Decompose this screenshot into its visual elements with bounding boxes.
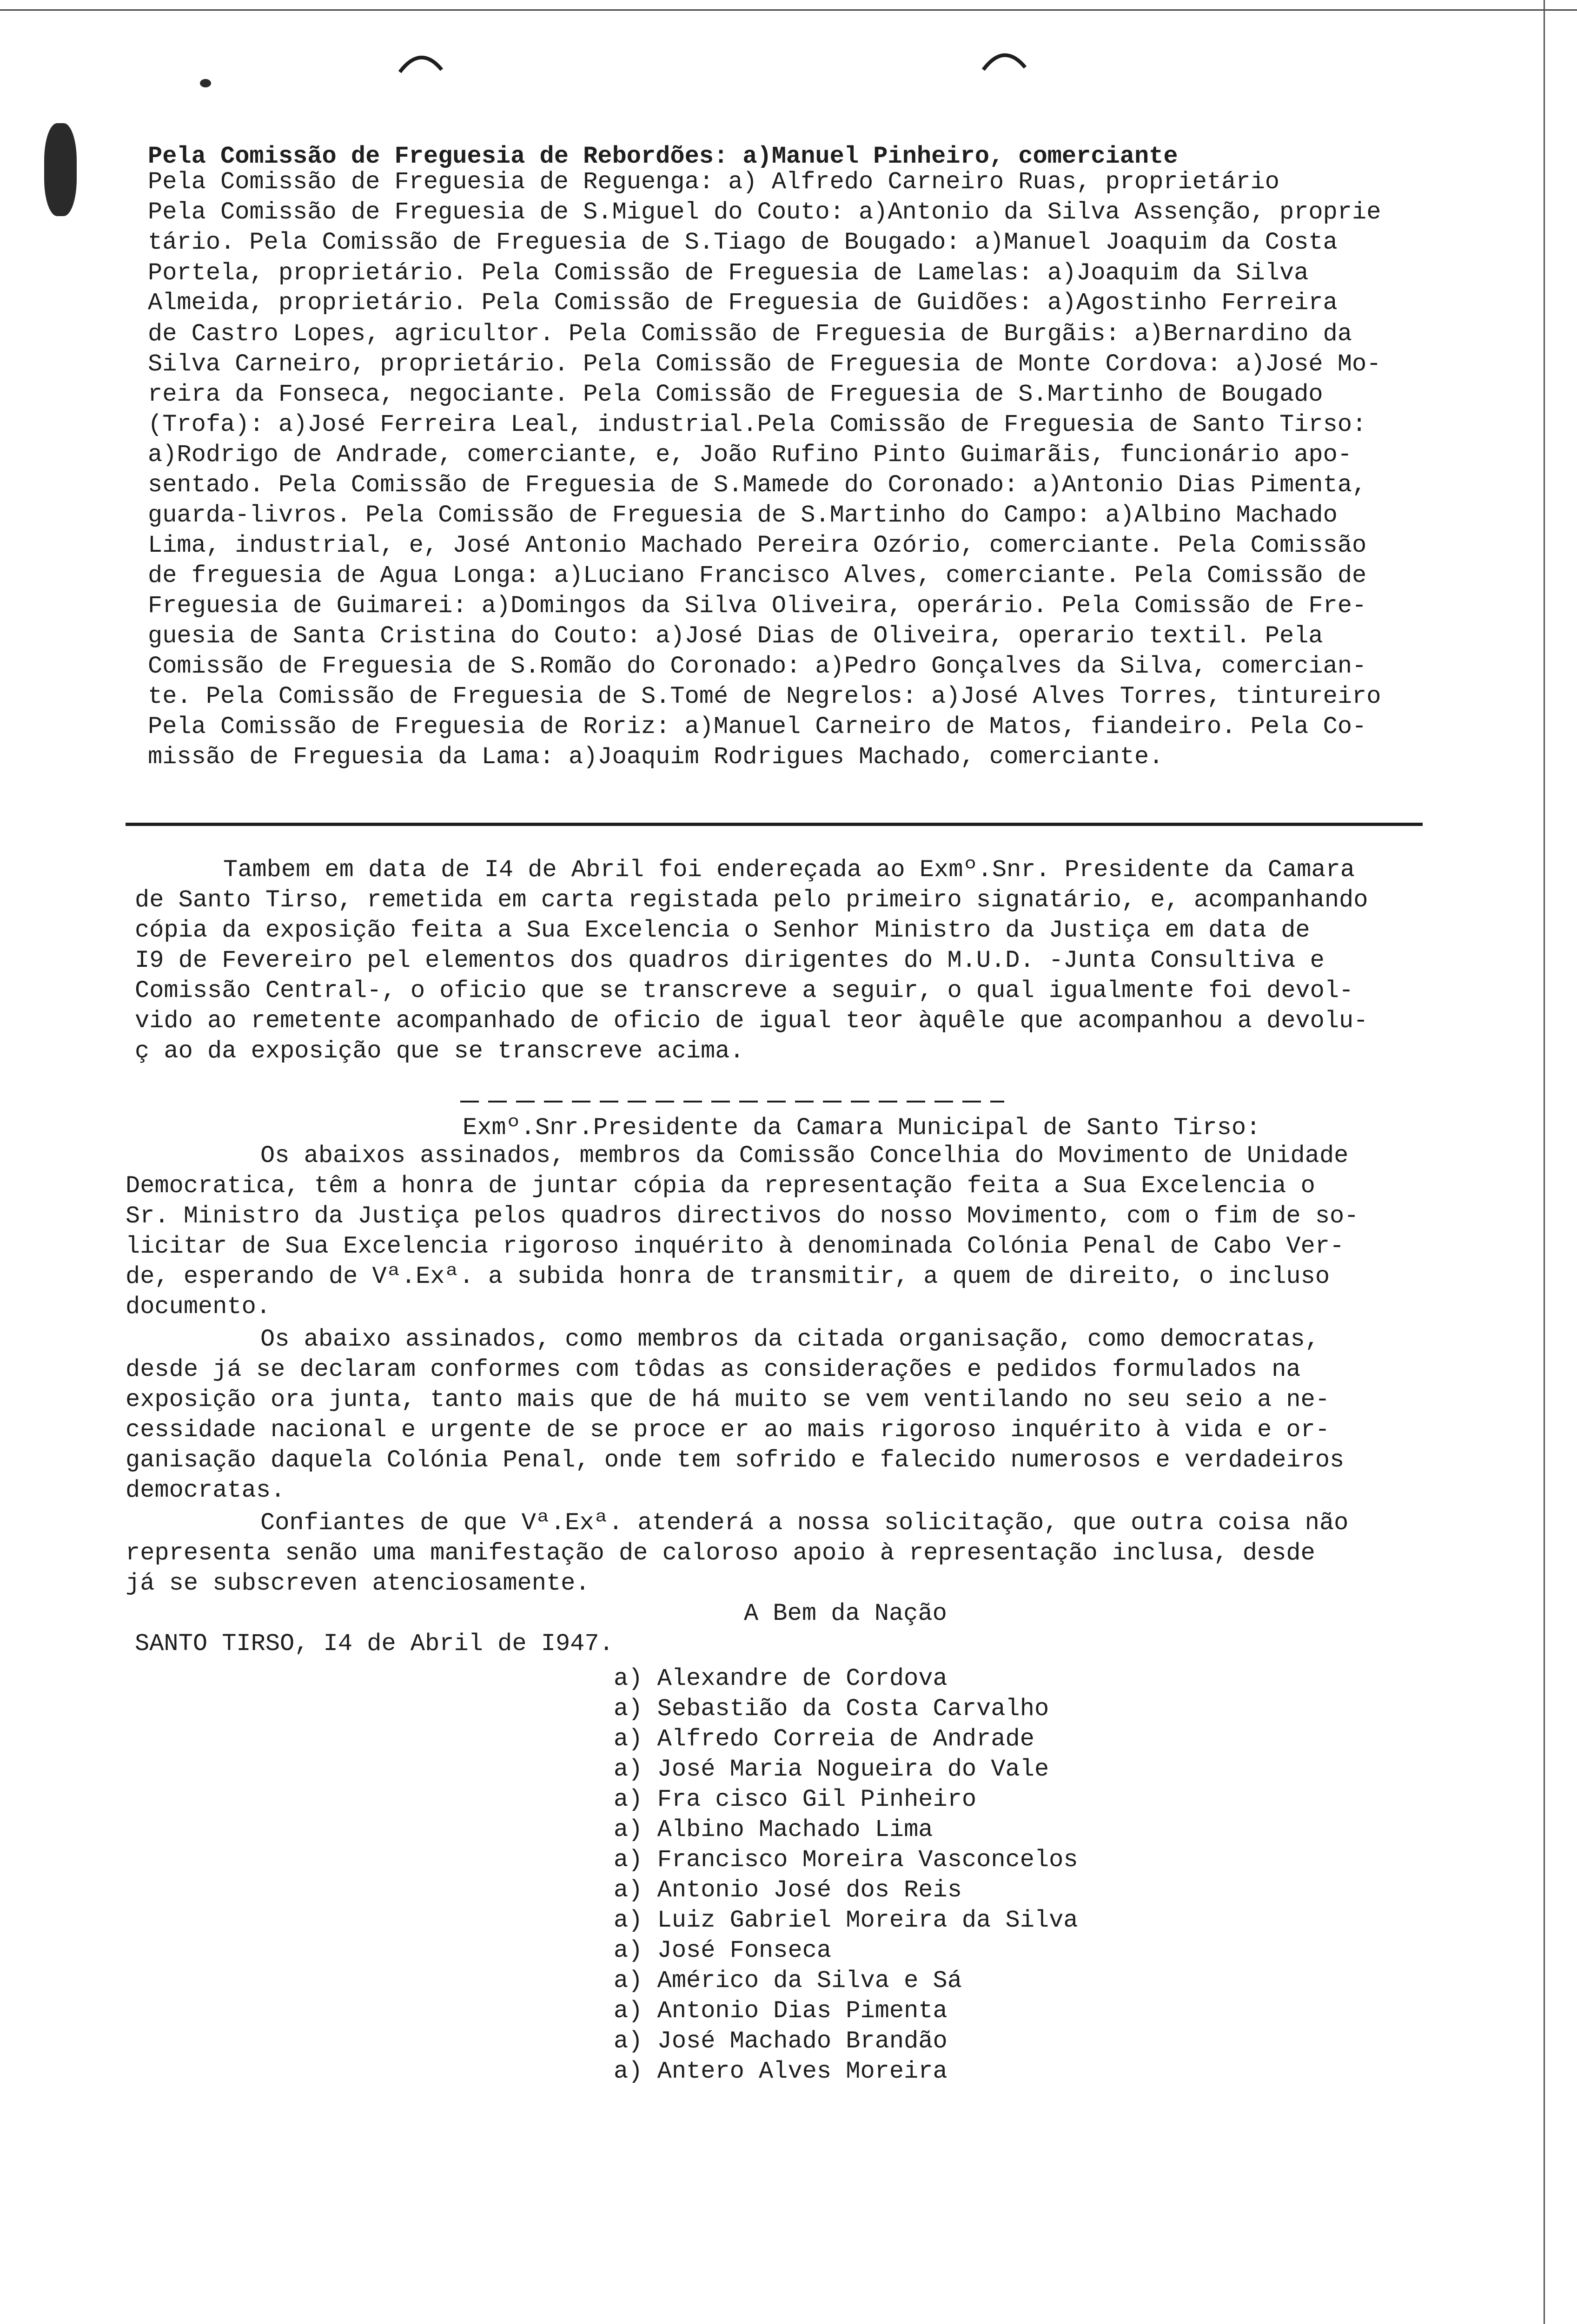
text-line: democratas.	[126, 1477, 285, 1504]
signatory: a) Francisco Moreira Vasconcelos	[614, 1846, 1078, 1874]
text-line: Sr. Ministro da Justiça pelos quadros directivos do nosso Movimento, com o fim de so-	[126, 1202, 1359, 1230]
text-line: vido ao remetente acompanhado de oficio de igual teor àquêle que acompanhou a devolu-	[135, 1007, 1368, 1035]
text-line: Democratica, têm a honra de juntar cópia da representação feita a Sua Excelencia o	[126, 1172, 1315, 1200]
text-line: Lima, industrial, e, José Antonio Machado Pereira Ozório, comerciante. Pela Comissão	[148, 532, 1367, 559]
signatory: a) Sebastião da Costa Carvalho	[614, 1695, 1049, 1723]
right-margin-line	[1544, 0, 1545, 2324]
text-line: reira da Fonseca, negociante. Pela Comissão de Freguesia de S.Martinho de Bougado	[148, 381, 1323, 408]
text-line: a)Rodrigo de Andrade, comerciante, e, João Rufino Pinto Guimarãis, funcionário apo-	[148, 441, 1352, 469]
signatory: a) Américo da Silva e Sá	[614, 1967, 962, 1994]
text-line: Pela Comissão de Freguesia de Roriz: a)Manuel Carneiro de Matos, fiandeiro. Pela Co-	[148, 713, 1367, 740]
text-line: tário. Pela Comissão de Freguesia de S.Tiago de Bougado: a)Manuel Joaquim da Costa	[148, 229, 1338, 256]
signatory: a) José Machado Brandão	[614, 2027, 948, 2055]
top-scan-edge	[0, 9, 1577, 11]
text-line: guarda-livros. Pela Comissão de Freguesia de S.Martinho do Campo: a)Albino Machado	[148, 502, 1338, 529]
signatory: a) Antonio José dos Reis	[614, 1876, 962, 1904]
text-line: de, esperando de Vª.Exª. a subida honra de transmitir, a quem de direito, o incluso	[126, 1263, 1330, 1290]
letter-salutation: Exmº.Snr.Presidente da Camara Municipal de Santo Tirso:	[463, 1114, 1261, 1142]
signatory: a) Alexandre de Cordova	[614, 1665, 948, 1692]
signatory: a) Albino Machado Lima	[614, 1816, 933, 1843]
top-left-arc-mark	[398, 46, 444, 74]
ink-blot	[44, 123, 77, 216]
ink-speck	[200, 79, 211, 87]
text-line: exposição ora junta, tanto mais que de há muito se vem ventilando no seu seio a ne-	[126, 1386, 1330, 1413]
text-line: cópia da exposição feita a Sua Excelencia o Senhor Ministro da Justiça em data de	[135, 917, 1310, 944]
text-line: Silva Carneiro, proprietário. Pela Comissão de Freguesia de Monte Cordova: a)José Mo-	[148, 350, 1381, 378]
text-line: I9 de Fevereiro pel elementos dos quadros dirigentes do M.U.D. -Junta Consultiva e	[135, 947, 1325, 974]
section-divider	[126, 823, 1423, 826]
text-line: (Trofa): a)José Ferreira Leal, industrial.Pela Comissão de Freguesia de Santo Tirso:	[148, 411, 1367, 438]
text-line: representa senão uma manifestação de caloroso apoio à representação inclusa, desde	[126, 1539, 1315, 1567]
signatory: a) Antonio Dias Pimenta	[614, 1997, 948, 2025]
text-line: Comissão Central-, o oficio que se transcreve a seguir, o qual igualmente foi devol-	[135, 977, 1354, 1004]
text-line: Portela, proprietário. Pela Comissão de Freguesia de Lamelas: a)Joaquim da Silva	[148, 259, 1309, 287]
text-line: te. Pela Comissão de Freguesia de S.Tomé de Negrelos: a)José Alves Torres, tintureiro	[148, 683, 1381, 710]
text-line: Almeida, proprietário. Pela Comissão de Freguesia de Guidões: a)Agostinho Ferreira	[148, 289, 1338, 317]
text-line: cessidade nacional e urgente de se proce er ao mais rigoroso inquérito à vida e or-	[126, 1416, 1330, 1444]
text-line: Confiantes de que Vª.Exª. atenderá a nossa solicitação, que outra coisa não	[260, 1509, 1349, 1537]
signatory: a) Fra cisco Gil Pinheiro	[614, 1786, 977, 1813]
text-line: de freguesia de Agua Longa: a)Luciano Francisco Alves, comerciante. Pela Comissão de	[148, 562, 1367, 589]
text-line: ganisação daquela Colónia Penal, onde tem sofrido e falecido numerosos e verdadeiros	[126, 1446, 1345, 1474]
text-line: missão de Freguesia da Lama: a)Joaquim Rodrigues Machado, comerciante.	[148, 743, 1164, 771]
text-line: Os abaixo assinados, como membros da citada organisação, como democratas,	[260, 1326, 1319, 1353]
text-line: Comissão de Freguesia de S.Romão do Coronado: a)Pedro Gonçalves da Silva, comercian-	[148, 653, 1367, 680]
letter-closing: A Bem da Nação	[744, 1600, 947, 1627]
text-line: Freguesia de Guimarei: a)Domingos da Silva Oliveira, operário. Pela Comissão de Fre-	[148, 592, 1367, 620]
signatory: a) José Fonseca	[614, 1937, 832, 1964]
text-line: de Santo Tirso, remetida em carta registada pelo primeiro signatário, e, acompanhando	[135, 886, 1368, 914]
text-line: de Castro Lopes, agricultor. Pela Comissão de Freguesia de Burgãis: a)Bernardino da	[148, 320, 1352, 348]
text-line: Os abaixos assinados, membros da Comissão Concelhia do Movimento de Unidade	[260, 1142, 1349, 1169]
text-line: guesia de Santa Cristina do Couto: a)José Dias de Oliveira, operario textil. Pela	[148, 622, 1323, 650]
letter-place-date: SANTO TIRSO, I4 de Abril de I947.	[135, 1630, 614, 1657]
text-line: ç ao da exposição que se transcreve acima.	[135, 1037, 744, 1065]
text-line: Pela Comissão de Freguesia de S.Miguel do Couto: a)Antonio da Silva Assenção, proprie	[148, 198, 1381, 226]
dashed-underline	[460, 1101, 1004, 1103]
text-line: Tambem em data de I4 de Abril foi endereçada ao Exmº.Snr. Presidente da Camara	[223, 856, 1355, 884]
text-line: sentado. Pela Comissão de Freguesia de S.Mamede do Coronado: a)Antonio Dias Pimenta,	[148, 471, 1367, 499]
text-line: Pela Comissão de Freguesia de Rebordões: a)Manuel Pinheiro, comerciante	[148, 143, 1178, 170]
signatory: a) Alfredo Correia de Andrade	[614, 1725, 1034, 1753]
text-line: desde já se declaram conformes com tôdas as considerações e pedidos formulados na	[126, 1356, 1301, 1383]
text-line: Pela Comissão de Freguesia de Reguenga: a) Alfredo Carneiro Ruas, proprietário	[148, 168, 1279, 196]
signatory: a) Antero Alves Moreira	[614, 2058, 948, 2085]
top-right-arc-mark	[981, 44, 1027, 72]
signatory: a) Luiz Gabriel Moreira da Silva	[614, 1907, 1078, 1934]
signatory: a) José Maria Nogueira do Vale	[614, 1756, 1049, 1783]
text-line: licitar de Sua Excelencia rigoroso inquérito à denominada Colónia Penal de Cabo Ver-	[126, 1233, 1345, 1260]
text-line: documento.	[126, 1293, 271, 1320]
text-line: já se subscreven atenciosamente.	[126, 1570, 590, 1597]
